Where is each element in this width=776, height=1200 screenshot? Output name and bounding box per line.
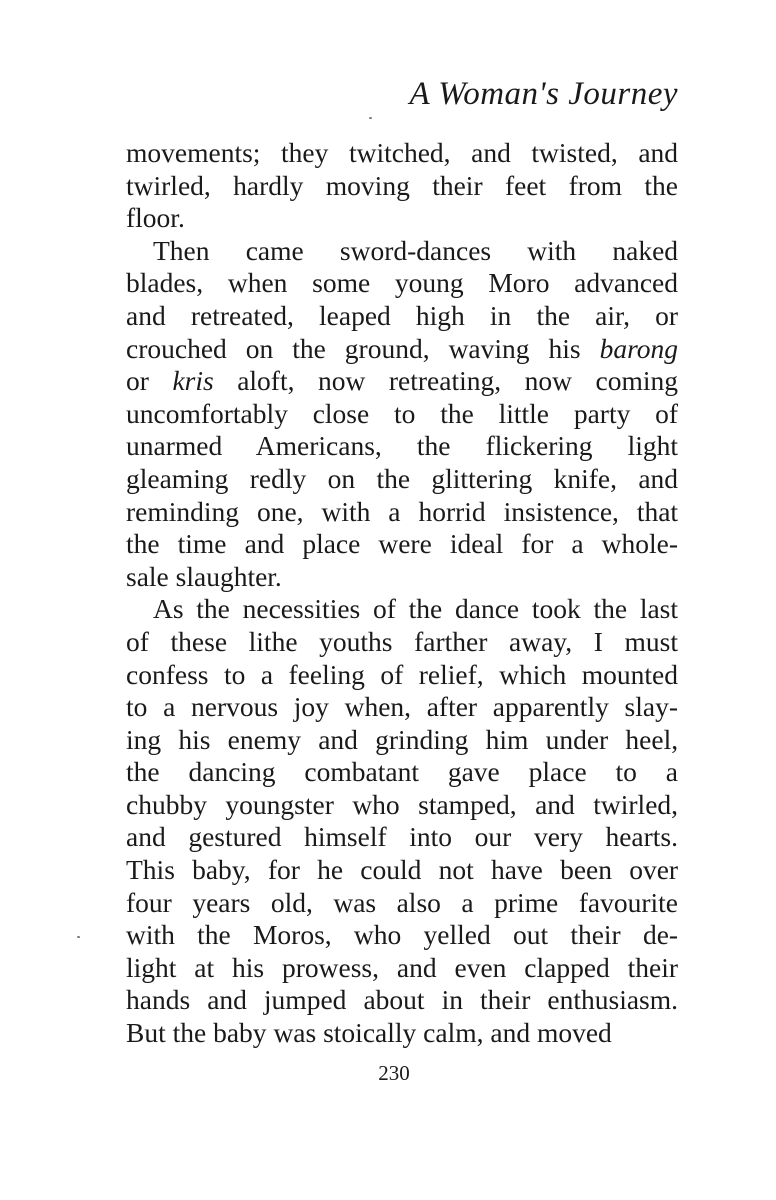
text-line: movements; they twitched, and twisted, and xyxy=(126,137,679,168)
text-line: with the Moros, who yelled out their de- xyxy=(126,919,679,951)
body-text xyxy=(126,137,678,1050)
text-line: and retreated, leaped high in the air, or xyxy=(126,299,678,331)
text-line: light at his prowess, and even clapped their xyxy=(126,951,679,983)
text-line: confess to a feeling of relief, which mounted xyxy=(126,658,679,690)
paragraph xyxy=(126,235,678,594)
text-line: Then came sword-dances with naked xyxy=(153,234,679,266)
paragraph xyxy=(126,137,678,235)
text-line: But the baby was stoically calm, and moved xyxy=(126,1017,612,1049)
paragraph xyxy=(126,593,678,1049)
text-line: chubby youngster who stamped, and twirled, xyxy=(126,788,679,820)
text-line: and gestured himself into our very hearts. xyxy=(126,821,679,853)
text-line: reminding one, with a horrid insistence, that xyxy=(126,495,679,527)
text-line: or kris aloft, now retreating, now coming xyxy=(126,365,679,397)
page-number: 230 xyxy=(378,1061,410,1085)
text-line: blades, when some young Moro advanced xyxy=(126,267,678,299)
text-line: This baby, for he could not have been over xyxy=(126,854,679,886)
text-line: ing his enemy and grinding him under heel, xyxy=(126,723,679,755)
text-line: of these lithe youths farther away, I must xyxy=(126,625,678,657)
text-line: gleaming redly on the glittering knife, and xyxy=(126,462,679,494)
text-line: the dancing combatant gave place to a xyxy=(126,756,679,788)
text-line: As the necessities of the dance took the last xyxy=(153,593,679,625)
text-line: floor. xyxy=(126,202,185,234)
text-line: unarmed Americans, the flickering light xyxy=(126,430,679,462)
text-line: sale slaughter. xyxy=(126,560,282,592)
text-line: to a nervous joy when, after apparently slay- xyxy=(126,691,678,723)
running-head: A Woman's Journey xyxy=(409,76,678,112)
print-speck xyxy=(77,936,80,938)
text-line: uncomfortably close to the little party of xyxy=(126,397,679,429)
text-line: twirled, hardly moving their feet from the xyxy=(126,169,679,201)
text-line: crouched on the ground, waving his barong xyxy=(126,332,678,364)
text-line: four years old, was also a prime favourite xyxy=(126,886,678,918)
print-speck xyxy=(369,117,372,119)
text-line: hands and jumped about in their enthusiasm. xyxy=(126,984,679,1016)
text-line: the time and place were ideal for a whole- xyxy=(126,528,679,560)
